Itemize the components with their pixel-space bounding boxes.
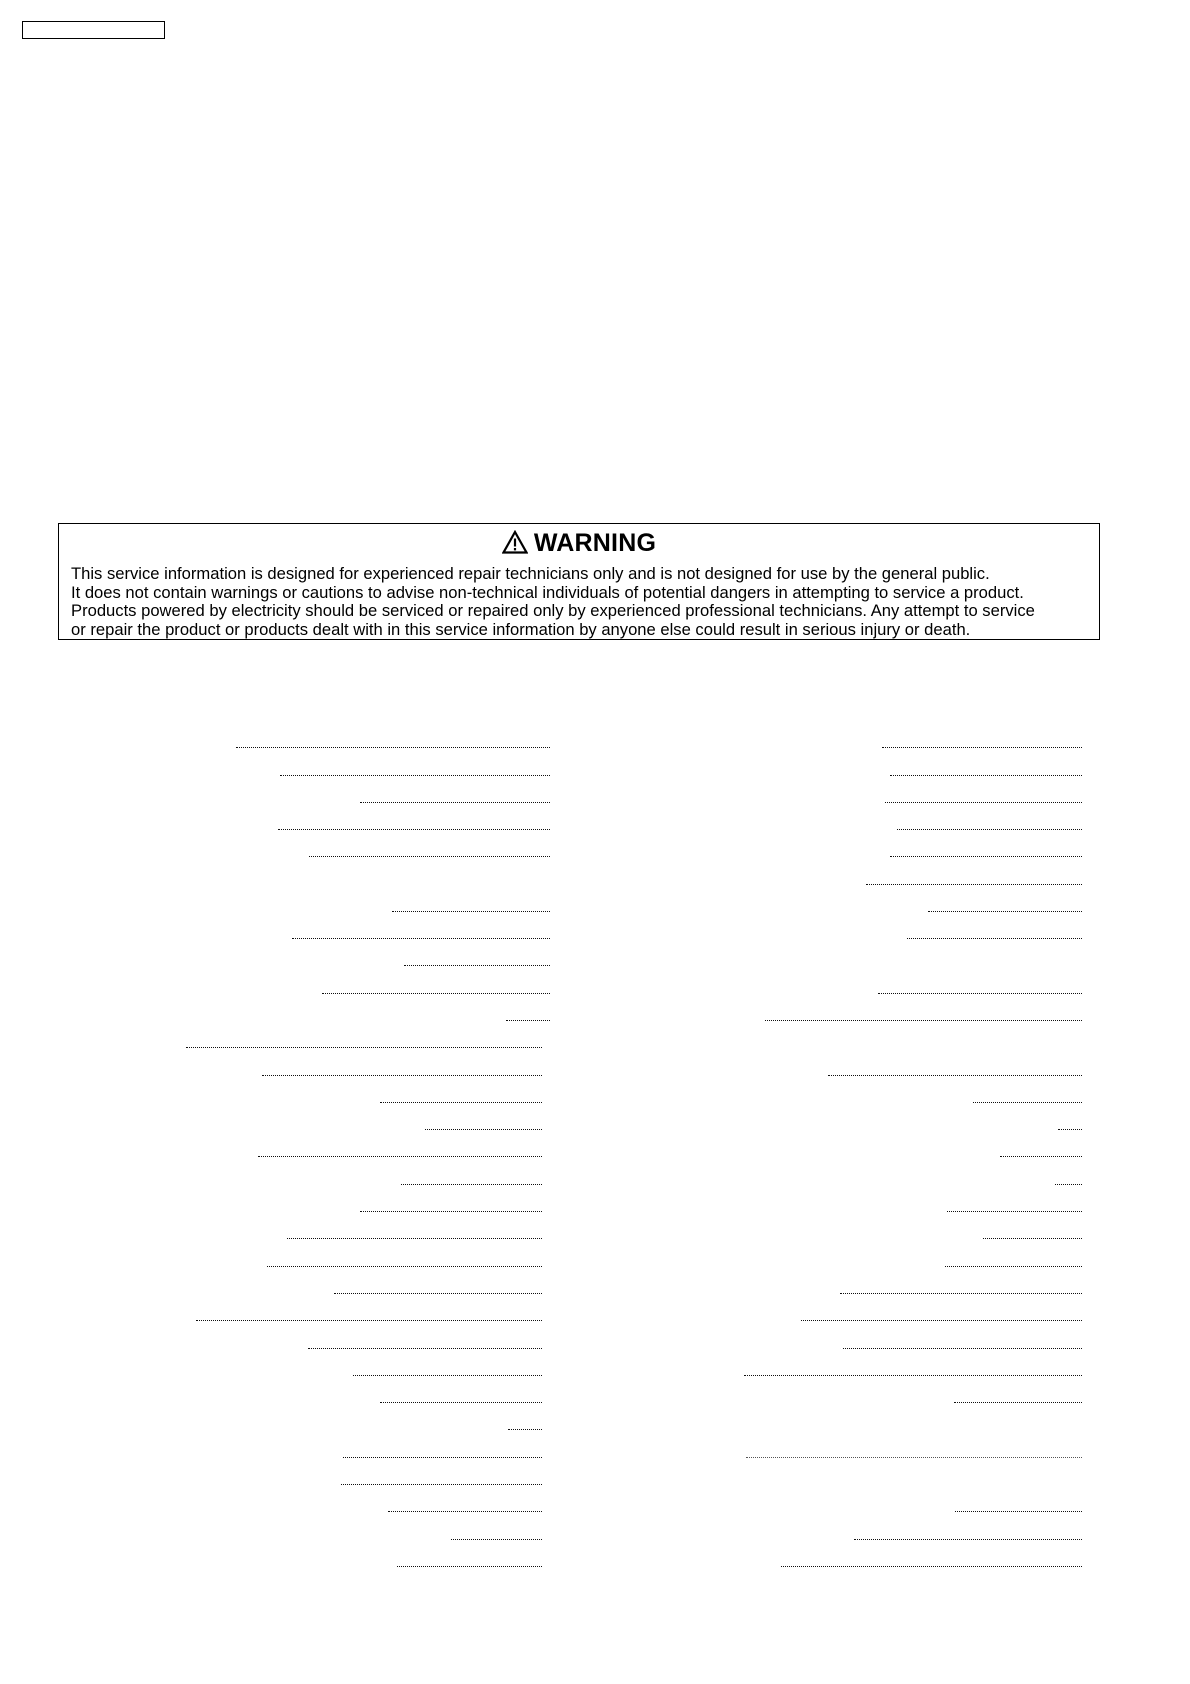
toc-leader [945, 1266, 1082, 1267]
toc-leader [890, 775, 1082, 776]
toc-leader [186, 1047, 542, 1048]
toc-leader [882, 747, 1082, 748]
toc-leader [236, 747, 550, 748]
toc-leader [280, 775, 550, 776]
toc-leader [828, 1075, 1082, 1076]
toc-leader [404, 965, 550, 966]
warning-box [58, 523, 1100, 640]
toc-leader [309, 856, 550, 857]
toc-leader [744, 1375, 1082, 1376]
toc-leader [955, 1511, 1082, 1512]
warning-line: This service information is designed for experienced repair technicians only and is not designed for use by the general public. [71, 564, 990, 583]
warning-triangle-icon [502, 530, 528, 560]
toc-leader [380, 1102, 542, 1103]
toc-leader [267, 1266, 542, 1267]
toc-leader [343, 1457, 542, 1458]
toc-leader [1058, 1129, 1082, 1130]
document-number-box [22, 21, 165, 39]
toc-leader [765, 1020, 1082, 1021]
toc-leader [360, 1211, 542, 1212]
warning-line: Products powered by electricity should be serviced or repaired only by experienced professional technicians. Any attempt to service [71, 601, 1035, 621]
warning-line: It does not contain warnings or cautions to advise non-technical individuals of potential dangers in attempting to service a product. [71, 582, 1024, 602]
toc-leader [506, 1020, 550, 1021]
toc-leader [334, 1293, 542, 1294]
warning-title [59, 529, 1099, 560]
toc-leader [360, 802, 550, 803]
toc-leader [451, 1539, 542, 1540]
toc-leader [322, 993, 550, 994]
toc-leader [854, 1539, 1082, 1540]
toc-leader [508, 1429, 542, 1430]
toc-leader [397, 1566, 542, 1567]
toc-leader [885, 802, 1082, 803]
toc-leader [843, 1348, 1082, 1349]
toc-leader [1055, 1184, 1082, 1185]
toc-leader [401, 1184, 542, 1185]
toc-leader [258, 1156, 542, 1157]
toc-leader [380, 1402, 542, 1403]
toc-leader [840, 1293, 1082, 1294]
warning-title-text: WARNING [533, 529, 657, 557]
toc-leader [392, 911, 550, 912]
toc-leader [897, 829, 1082, 830]
toc-leader [973, 1102, 1082, 1103]
warning-line: or repair the product or products dealt with in this service information by anyone else could result in serious injury or death. [71, 619, 971, 639]
toc-leader [292, 938, 550, 939]
toc-leader [878, 993, 1082, 994]
toc-leader [983, 1238, 1082, 1239]
toc-leader [781, 1566, 1082, 1567]
toc-leader [1000, 1156, 1082, 1157]
toc-leader [866, 884, 1082, 885]
toc-leader [947, 1211, 1082, 1212]
toc-leader [278, 829, 550, 830]
toc-leader [287, 1238, 542, 1239]
toc-leader [907, 938, 1082, 939]
toc-leader [425, 1129, 542, 1130]
toc-leader [353, 1375, 542, 1376]
toc-leader [801, 1320, 1082, 1321]
warning-text [71, 565, 1091, 639]
toc-leader [928, 911, 1082, 912]
toc-leader [746, 1457, 1082, 1458]
toc-leader [262, 1075, 542, 1076]
toc-leader [196, 1320, 542, 1321]
toc-leader [308, 1348, 542, 1349]
toc-leader [954, 1402, 1082, 1403]
toc-leader [341, 1484, 542, 1485]
toc-leader [388, 1511, 542, 1512]
toc-leader [890, 856, 1082, 857]
